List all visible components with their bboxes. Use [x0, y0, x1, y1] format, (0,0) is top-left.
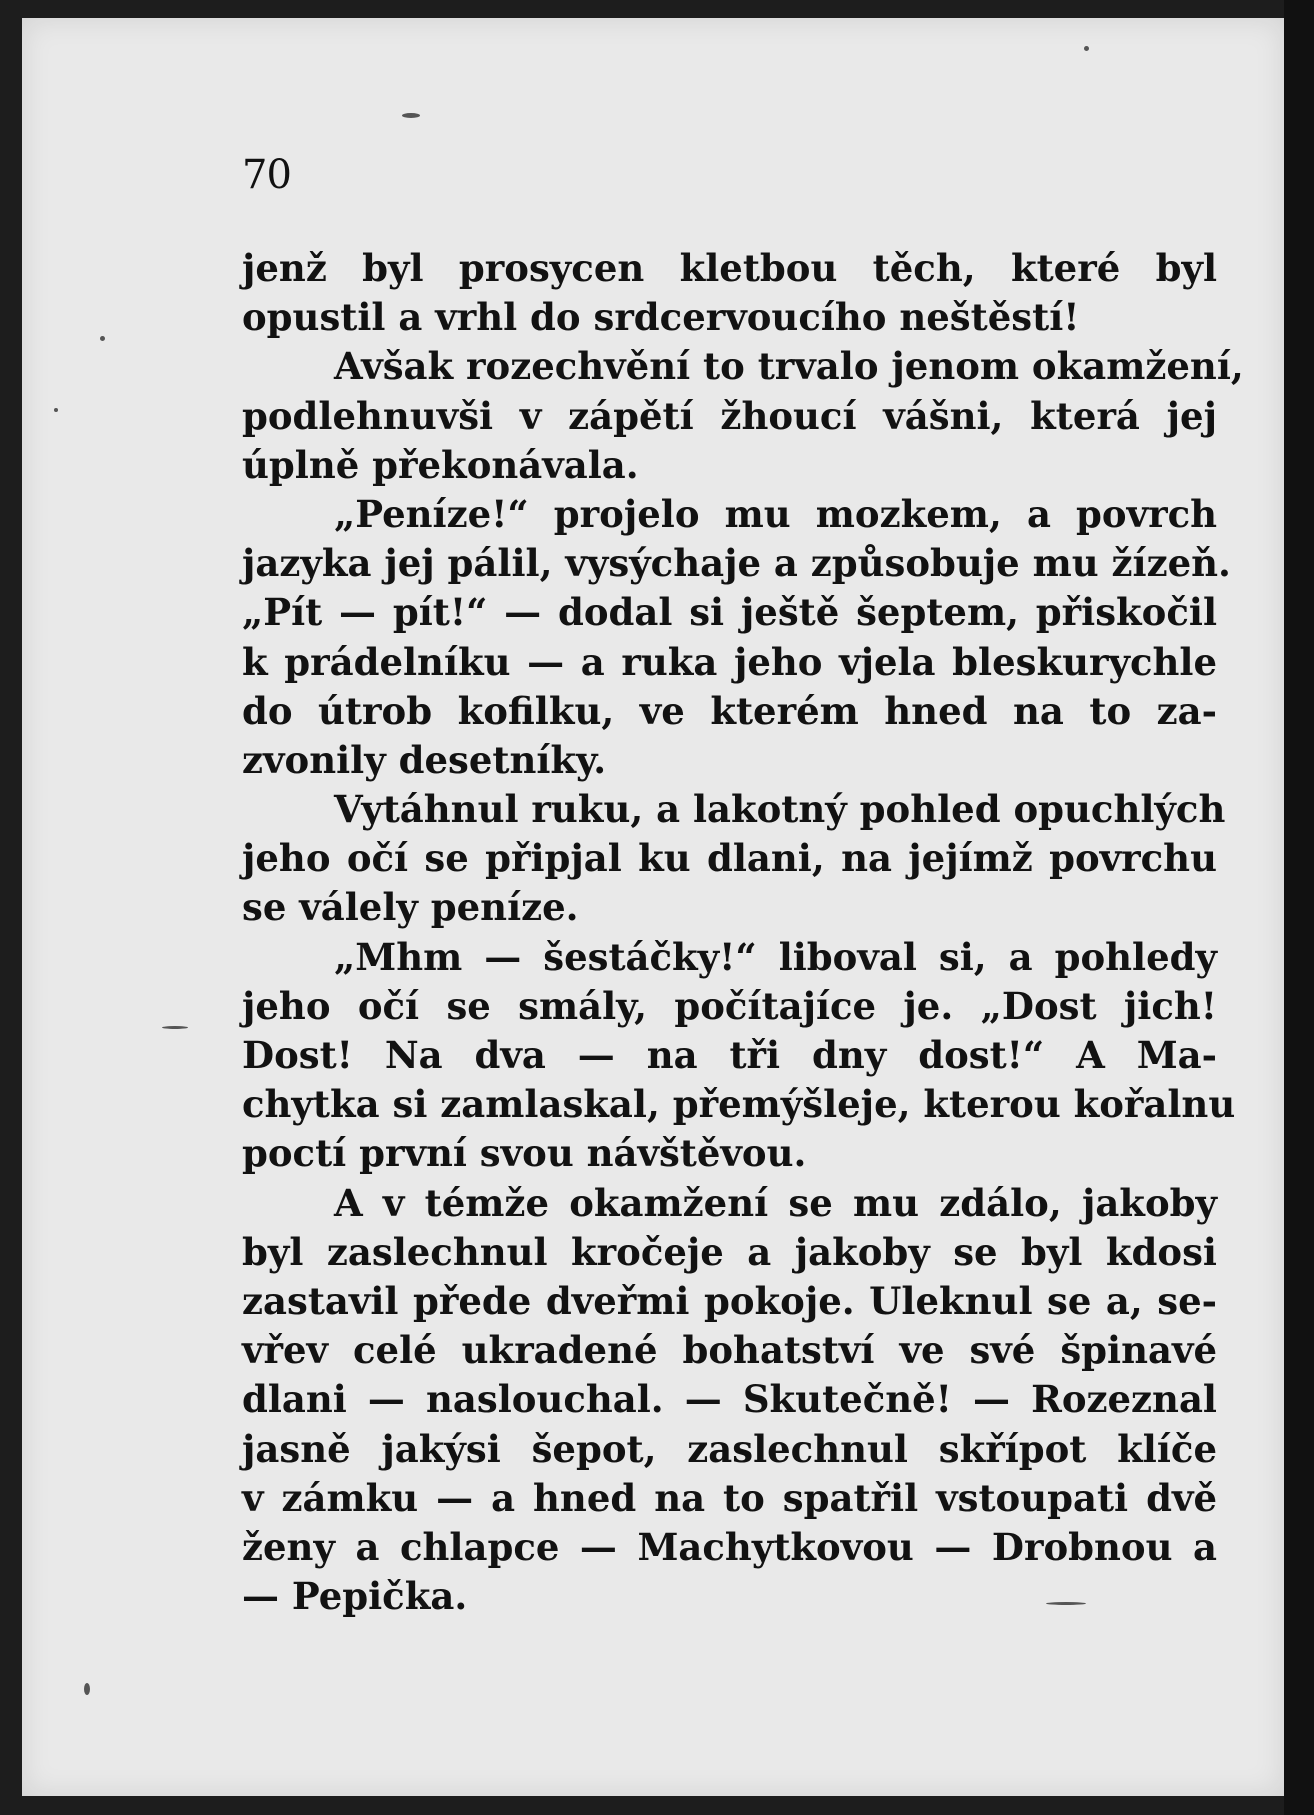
- text-line: opustil a vrhl do srdcervoucího neštěstí!: [242, 295, 1080, 340]
- text-line: Dost! Na dva — na tři dny dost!“ A Ma-: [242, 1033, 1217, 1077]
- body-text: [242, 244, 1244, 1621]
- text-line: jasně jakýsi šepot, zaslechnul skřípot klíče: [242, 1426, 1217, 1471]
- text-line: „Peníze!“ projelo mu mozkem, a povrch: [334, 491, 1217, 536]
- text-line: zvonily desetníky.: [242, 737, 607, 782]
- ink-speck: [1084, 46, 1089, 51]
- text-line: Avšak rozechvění to trvalo jenom okamžení,: [334, 344, 1244, 389]
- text-line: do útrob kofilku, ve kterém hned na to za-: [242, 688, 1217, 733]
- text-line: úplně překonávala.: [242, 442, 639, 487]
- text-line: v zámku — a hned na to spatřil vstoupati dvě: [242, 1475, 1217, 1520]
- text-line: A v témže okamžení se mu zdálo, jakoby: [334, 1180, 1217, 1225]
- text-line: k prádelníku — a ruka jeho vjela bleskurychle: [242, 639, 1217, 684]
- text-line: zastavil přede dveřmi pokoje. Uleknul se a, se-: [242, 1278, 1217, 1323]
- ink-speck: [162, 1026, 188, 1029]
- text-line: byl zaslechnul kročeje a jakoby se byl kdosi: [242, 1229, 1217, 1274]
- text-line: jeho očí se připjal ku dlani, na jejímž povrchu: [242, 836, 1217, 881]
- ink-speck: [100, 336, 105, 341]
- text-line: poctí první svou návštěvou.: [242, 1131, 807, 1176]
- page-number: 70: [242, 152, 291, 198]
- text-line: Vytáhnul ruku, a lakotný pohled opuchlých: [334, 787, 1226, 832]
- text-line: vřev celé ukradené bohatství ve své špinavé: [242, 1328, 1217, 1373]
- text-line: — Pepička.: [242, 1574, 468, 1619]
- text-line: dlani — naslouchal. — Skutečně! — Rozeznal: [242, 1377, 1217, 1422]
- ink-speck: [54, 408, 58, 412]
- text-line: „Pít — pít!“ — dodal si ještě šeptem, přiskočil: [242, 590, 1217, 635]
- text-line: podlehnuvši v zápětí žhoucí vášni, která jej: [242, 393, 1217, 438]
- text-line: ženy a chlapce — Machytkovou — Drobnou a: [242, 1524, 1217, 1569]
- text-line: chytka si zamlaskal, přemýšleje, kterou kořalnu: [242, 1082, 1236, 1127]
- ink-speck: [84, 1683, 90, 1695]
- scan-right-edge: [1284, 0, 1314, 1815]
- text-line: jeho očí se smály, počítajíce je. „Dost jich!: [242, 983, 1217, 1028]
- text-line: jazyka jej pálil, vysýchaje a způsobuje mu žízeň.: [242, 541, 1231, 586]
- ink-speck: [402, 113, 420, 118]
- text-line: jenž byl prosycen kletbou těch, které byl: [242, 246, 1217, 290]
- text-line: „Mhm — šestáčky!“ liboval si, a pohledy: [334, 934, 1217, 979]
- text-line: se válely peníze.: [242, 885, 579, 930]
